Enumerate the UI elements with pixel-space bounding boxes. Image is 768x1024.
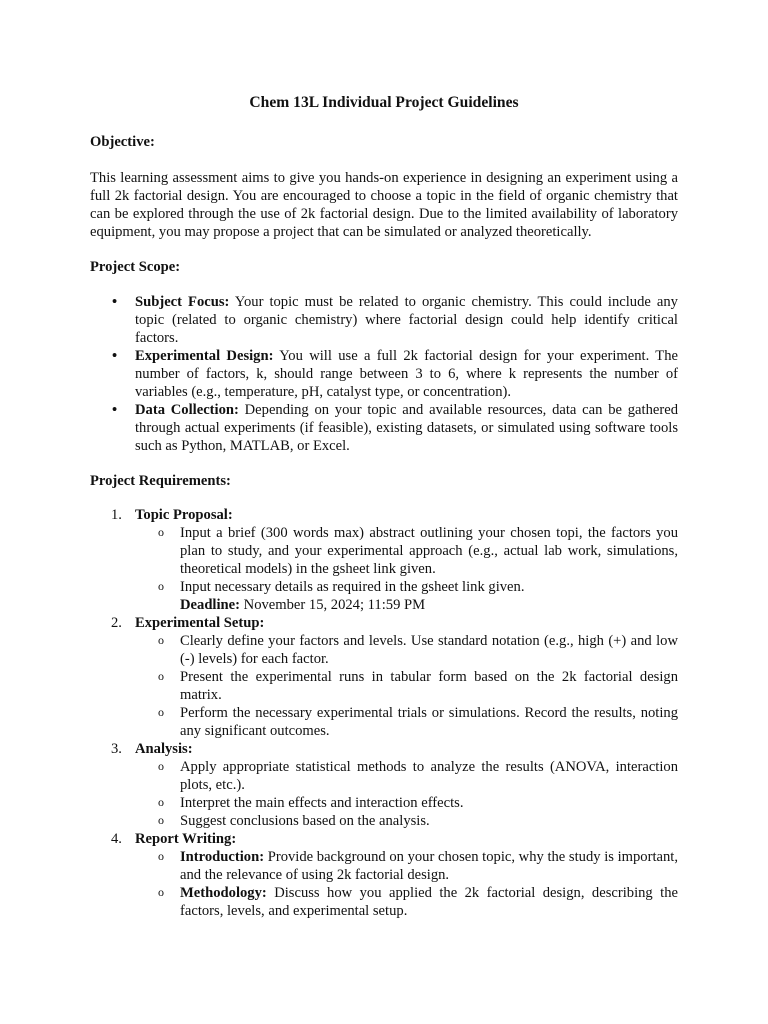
deadline-text: November 15, 2024; 11:59 PM [240, 597, 426, 613]
sub-item [135, 812, 678, 830]
sub-item [135, 668, 678, 704]
requirements-heading: Project Requirements: [90, 473, 231, 489]
sub-item [135, 704, 678, 740]
document-title: Chem 13L Individual Project Guidelines [249, 94, 519, 111]
requirement-report-writing [90, 830, 678, 920]
sub-item-text: Input necessary details as required in the gsheet link given. [180, 579, 525, 595]
requirement-number: 3. [111, 741, 122, 757]
requirement-number: 1. [111, 507, 122, 523]
sub-item-label: Introduction: [180, 849, 265, 865]
scope-item-label: Experimental Design: [135, 348, 274, 364]
scope-item-label: Data Collection: [135, 402, 239, 418]
scope-item-subject-focus [90, 293, 678, 347]
sub-item-text: Input a brief (300 words max) abstract outlining your chosen topi, the factors you plan to study, and your experimental approach (e.g., actual lab work, simulations, theoretical models) in the gsheet link given. [180, 525, 678, 577]
scope-list [90, 293, 678, 455]
sub-item [135, 848, 678, 884]
requirement-sublist [135, 632, 678, 740]
requirement-sublist [135, 848, 678, 920]
document-page [90, 93, 678, 920]
scope-item-text: You will use a full 2k factorial design for your experiment. The number of factors, k, should range between 3 to 6, where k represents the number of variables (e.g., temperature, pH, catalyst type, or concentration). [135, 348, 678, 400]
requirements-list [90, 506, 678, 920]
sub-item-text: Interpret the main effects and interaction effects. [180, 795, 464, 811]
sub-item-text: Provide background on your chosen topic, why the study is important, and the relevance of using 2k factorial design. [180, 849, 678, 883]
scope-item-experimental-design [90, 347, 678, 401]
sub-item-text: Present the experimental runs in tabular form based on the 2k factorial design matrix. [180, 669, 678, 703]
scope-item-text: Your topic must be related to organic chemistry. This could include any topic (related to organic chemistry) where factorial design could help identify critical factors. [135, 294, 678, 346]
requirement-title: Topic Proposal: [135, 507, 233, 523]
scope-item-text: Depending on your topic and available resources, data can be gathered through actual experiments (if feasible), existing datasets, or simulated using software tools such as Python, MATLAB, or Excel. [135, 402, 678, 454]
requirement-sublist [135, 524, 678, 614]
sub-item-text: Apply appropriate statistical methods to analyze the results (ANOVA, interaction plots, etc.). [180, 759, 678, 793]
requirement-title: Report Writing: [135, 831, 237, 847]
scope-item-data-collection [90, 401, 678, 455]
deadline-label: Deadline: [180, 597, 240, 613]
scope-heading: Project Scope: [90, 259, 181, 275]
sub-item [135, 794, 678, 812]
sub-item-text: Clearly define your factors and levels. Use standard notation (e.g., high (+) and low (-) levels) for each factor. [180, 633, 678, 667]
requirement-analysis [90, 740, 678, 830]
objective-paragraph: This learning assessment aims to give you hands-on experience in designing an experiment using a full 2k factorial design. You are encouraged to choose a topic in the field of organic chemistry that can be explored through the use of 2k factorial design. Due to the limited availability of laboratory equipment, you may propose a project that can be simulated or analyzed theoretically. [90, 170, 678, 240]
requirement-title: Experimental Setup: [135, 615, 265, 631]
sub-item [135, 524, 678, 578]
requirement-sublist [135, 758, 678, 830]
sub-item-text: Perform the necessary experimental trials or simulations. Record the results, noting any significant outcomes. [180, 705, 678, 739]
objective-heading: Objective: [90, 134, 155, 150]
sub-item [135, 632, 678, 668]
sub-item-text: Suggest conclusions based on the analysis. [180, 813, 430, 829]
scope-item-label: Subject Focus: [135, 294, 230, 310]
sub-item-label: Methodology: [180, 885, 267, 901]
requirement-experimental-setup [90, 614, 678, 740]
sub-item [135, 758, 678, 794]
requirement-number: 2. [111, 615, 122, 631]
requirement-title: Analysis: [135, 741, 193, 757]
requirement-topic-proposal [90, 506, 678, 614]
sub-item [135, 578, 678, 614]
sub-item [135, 884, 678, 920]
requirement-number: 4. [111, 831, 122, 847]
sub-item-text: Discuss how you applied the 2k factorial design, describing the factors, levels, and experimental setup. [180, 885, 678, 919]
